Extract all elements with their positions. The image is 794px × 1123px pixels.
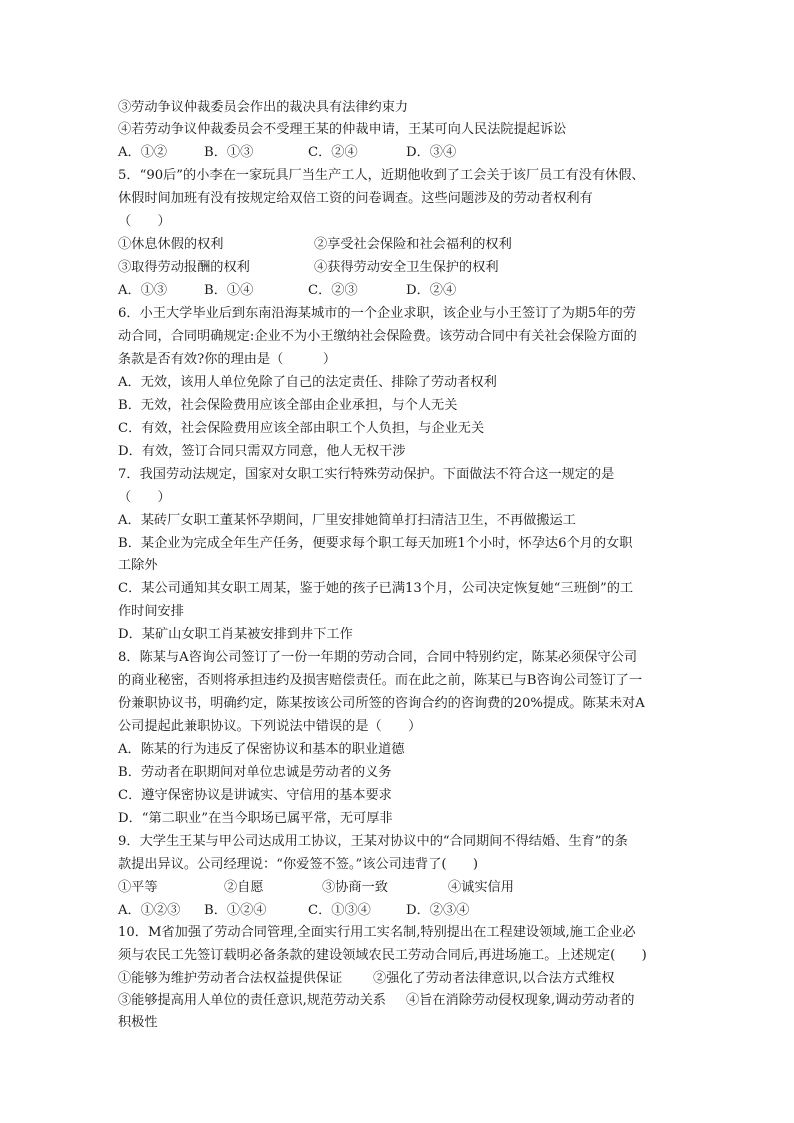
text-line: 5．“90后”的小李在一家玩具厂当生产工人，近期他收到了工会关于该厂员工有没有休假、 — [118, 168, 645, 183]
text-line: D．有效，签订合同只需双方同意，他人无权干涉 — [118, 444, 406, 459]
text-line: 7．我国劳动法规定，国家对女职工实行特殊劳动保护。下面做法不符合这一规定的是 — [118, 467, 615, 482]
statement-item: ③能够提高用人单位的责任意识,规范劳动关系 — [118, 993, 386, 1008]
text-line: B．无效，社会保险费用应该全部由企业承担，与个人无关 — [118, 398, 458, 413]
answer-option: B．①④ — [204, 283, 254, 298]
text-line: A．某砖厂女职工董某怀孕期间，厂里安排她简单打扫清洁卫生，不再做搬运工 — [118, 513, 576, 528]
answer-option: D．②④ — [406, 283, 457, 298]
text-line: B．某企业为完成全年生产任务，便要求每个职工每天加班1个小时，怀孕达6个月的女职 — [118, 536, 633, 551]
text-line: 条款是否有效?你的理由是（ ） — [118, 352, 337, 367]
text-line: 8．陈某与A咨询公司签订了一份一年期的劳动合同，合同中特别约定，陈某必须保守公司 — [118, 650, 638, 665]
text-line: ④若劳动争议仲裁委员会不受理王某的仲裁申请，王某可向人民法院提起诉讼 — [118, 122, 567, 137]
text-line: C．某公司通知其女职工周某，鉴于她的孩子已满13个月，公司决定恢复她“三班倒”的工 — [118, 581, 634, 596]
text-line: 的商业秘密，否则将承担违约及损害赔偿责任。而在此之前，陈某已与B咨询公司签订了一 — [118, 673, 642, 688]
text-line: 作时间安排 — [118, 604, 184, 619]
answer-option: B．①②④ — [204, 903, 267, 918]
text-line: D．某矿山女职工肖某被安排到井下工作 — [118, 627, 353, 642]
answer-option: D．②③④ — [406, 903, 470, 918]
text-line: 动合同，合同明确规定:企业不为小王缴纳社会保险费。该劳动合同中有关社会保险方面的 — [118, 329, 637, 344]
text-line: 公司提起此兼职协议。下列说法中错误的是（ ） — [118, 719, 422, 734]
text-line: C．遵守保密协议是讲诚实、守信用的基本要求 — [118, 788, 392, 803]
statement-item: ④获得劳动安全卫生保护的权利 — [314, 260, 499, 275]
answer-option: C．②③ — [308, 283, 358, 298]
statement-item: ④旨在消除劳动侵权现象,调动劳动者的 — [406, 993, 635, 1008]
text-line: 休假时间加班有没有按规定给双倍工资的问卷调查。这些问题涉及的劳动者权利有 — [118, 191, 593, 206]
text-line: 工除外 — [118, 558, 158, 573]
text-line: （ ） — [118, 214, 171, 229]
answer-option: A．①③ — [118, 283, 168, 298]
answer-option: A．①② — [118, 145, 168, 160]
text-line: 款提出异议。公司经理说：“你爱签不签。”该公司违背了( ) — [118, 857, 479, 872]
text-line: A．陈某的行为违反了保密协议和基本的职业道德 — [118, 742, 405, 757]
text-line: 9．大学生王某与甲公司达成用工协议，王某对协议中的“合同期间不得结婚、生育”的条 — [118, 834, 628, 849]
statement-item: ②自愿 — [224, 880, 264, 895]
text-line: C．有效，社会保险费用应该全部由职工个人负担，与企业无关 — [118, 421, 485, 436]
text-line: （ ） — [118, 490, 171, 505]
statement-item: ③协商一致 — [322, 880, 388, 895]
answer-option: B．①③ — [204, 145, 254, 160]
statement-item: ③取得劳动报酬的权利 — [118, 260, 250, 275]
text-line: ③劳动争议仲裁委员会作出的裁决具有法律约束力 — [118, 100, 409, 115]
text-line: B．劳动者在职期间对单位忠诚是劳动者的义务 — [118, 765, 392, 780]
text-line: 积极性 — [118, 1015, 158, 1030]
statement-item: ①平等 — [118, 880, 158, 895]
text-line: 份兼职协议书，明确约定，陈某按该公司所签的咨询合约的咨询费的20%提成。陈某未对A — [118, 696, 645, 711]
answer-option: A．①②③ — [118, 903, 181, 918]
text-line: A．无效，该用人单位免除了自己的法定责任、排除了劳动者权利 — [118, 375, 497, 390]
statement-item: ①休息休假的权利 — [118, 237, 224, 252]
text-line: 10．M省加强了劳动合同管理,全面实行用工实名制,特别提出在工程建设领域,施工企业必 — [118, 925, 636, 940]
text-line: 须与农民工先签订载明必备条款的建设领域农民工劳动合同后,再进场施工。上述规定( ) — [118, 948, 647, 963]
answer-option: C．①③④ — [308, 903, 371, 918]
answer-option: C．②④ — [308, 145, 358, 160]
statement-item: ④诚实信用 — [448, 880, 514, 895]
statement-item: ①能够为维护劳动者合法权益提供保证 — [118, 971, 343, 986]
text-line: 6．小王大学毕业后到东南沿海某城市的一个企业求职，该企业与小王签订了为期5年的劳 — [118, 306, 636, 321]
answer-option: D．③④ — [406, 145, 457, 160]
text-line: D．“第二职业”在当今职场已属平常，无可厚非 — [118, 811, 393, 826]
statement-item: ②享受社会保险和社会福利的权利 — [314, 237, 512, 252]
statement-item: ②强化了劳动者法律意识,以合法方式维权 — [373, 971, 615, 986]
